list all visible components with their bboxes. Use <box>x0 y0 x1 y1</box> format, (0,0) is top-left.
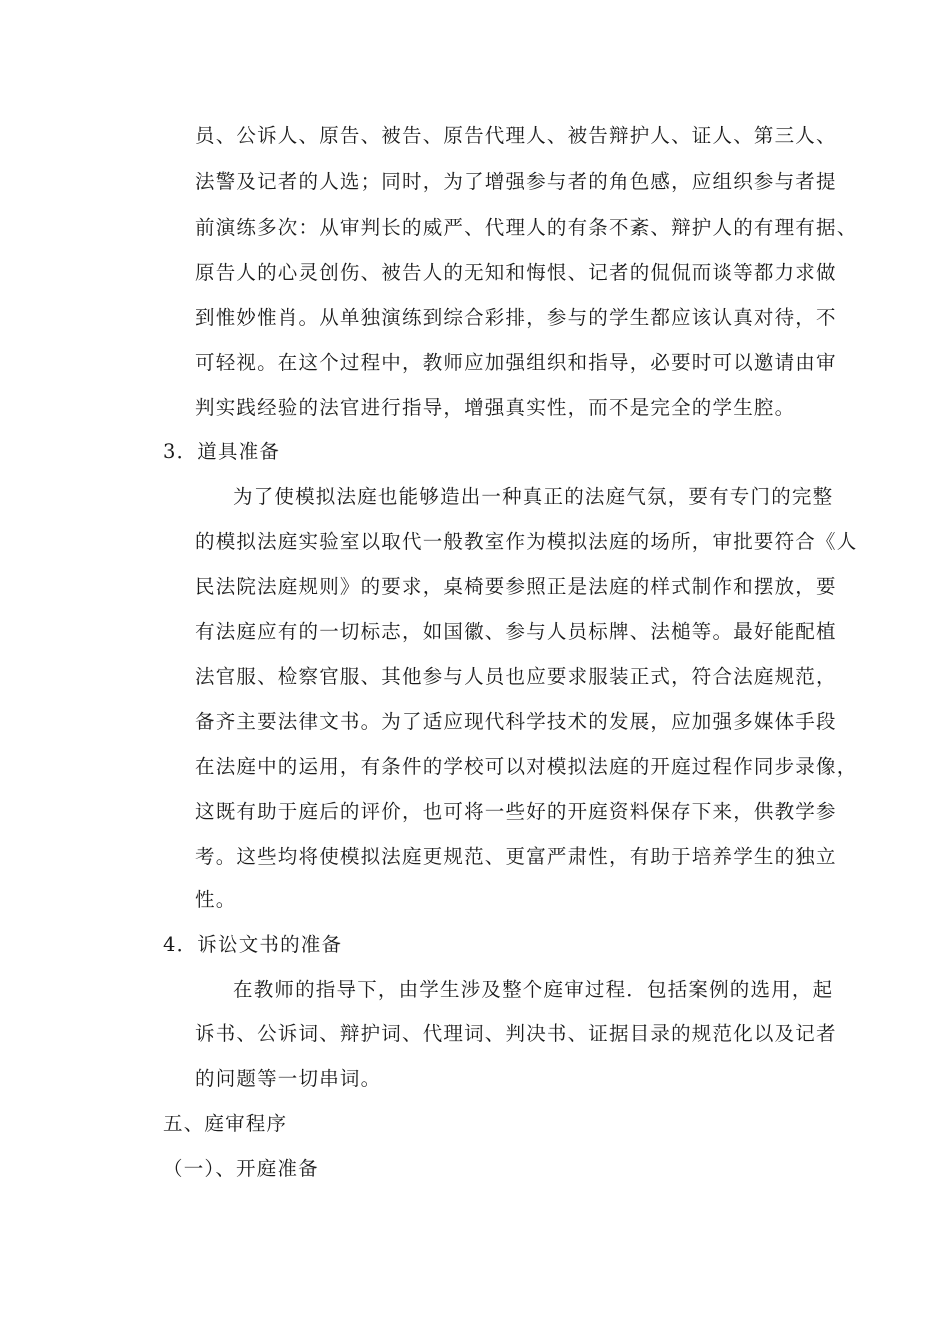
text-line: 前演练多次：从审判长的威严、代理人的有条不紊、辩护人的有理有据、 <box>195 216 858 239</box>
section-heading-documents: 4．诉讼文书的准备 <box>163 933 343 956</box>
text-line: 考。这些均将使模拟法庭更规范、更富严肃性，有助于培养学生的独立 <box>195 845 837 868</box>
text-line: 的模拟法庭实验室以取代一般教室作为模拟法庭的场所，审批要符合《人 <box>195 530 858 553</box>
text-line: 有法庭应有的一切标志，如国徽、参与人员标牌、法槌等。最好能配植 <box>195 620 837 643</box>
text-line: 到惟妙惟肖。从单独演练到综合彩排，参与的学生都应该认真对待，不 <box>195 306 837 329</box>
text-line: 的问题等一切串词。 <box>195 1067 382 1090</box>
text-line: 法警及记者的人选；同时，为了增强参与者的角色感，应组织参与者提 <box>195 170 837 193</box>
text-line: 可轻视。在这个过程中，教师应加强组织和指导，必要时可以邀请由审 <box>195 351 837 374</box>
text-line: 判实践经验的法官进行指导，增强真实性，而不是完全的学生腔。 <box>195 396 796 419</box>
text-line: 员、公诉人、原告、被告、原告代理人、被告辩护人、证人、第三人、 <box>195 124 837 147</box>
text-line: 备齐主要法律文书。为了适应现代科学技术的发展，应加强多媒体手段 <box>195 710 837 733</box>
text-line: 诉书、公诉词、辩护词、代理词、判决书、证据目录的规范化以及记者 <box>195 1022 837 1045</box>
text-line: 在教师的指导下，由学生涉及整个庭审过程．包括案例的选用，起 <box>233 978 834 1001</box>
text-line: 这既有助于庭后的评价，也可将一些好的开庭资料保存下来，供教学参 <box>195 800 837 823</box>
section-heading-trial-procedure: 五、庭审程序 <box>163 1112 288 1135</box>
text-line: 在法庭中的运用，有条件的学校可以对模拟法庭的开庭过程作同步录像， <box>195 755 858 778</box>
text-line: 原告人的心灵创伤、被告人的无知和悔恨、记者的侃侃而谈等都力求做 <box>195 261 837 284</box>
text-line: 为了使模拟法庭也能够造出一种真正的法庭气氛，要有专门的完整 <box>233 485 834 508</box>
text-line: 法官服、检察官服、其他参与人员也应要求服装正式，符合法庭规范， <box>195 665 837 688</box>
subsection-heading-preparation: （一）、开庭准备 <box>163 1157 319 1180</box>
text-line: 性。 <box>195 888 237 911</box>
text-line: 民法院法庭规则》的要求，桌椅要参照正是法庭的样式制作和摆放，要 <box>195 575 837 598</box>
section-heading-props: 3．道具准备 <box>163 440 281 463</box>
